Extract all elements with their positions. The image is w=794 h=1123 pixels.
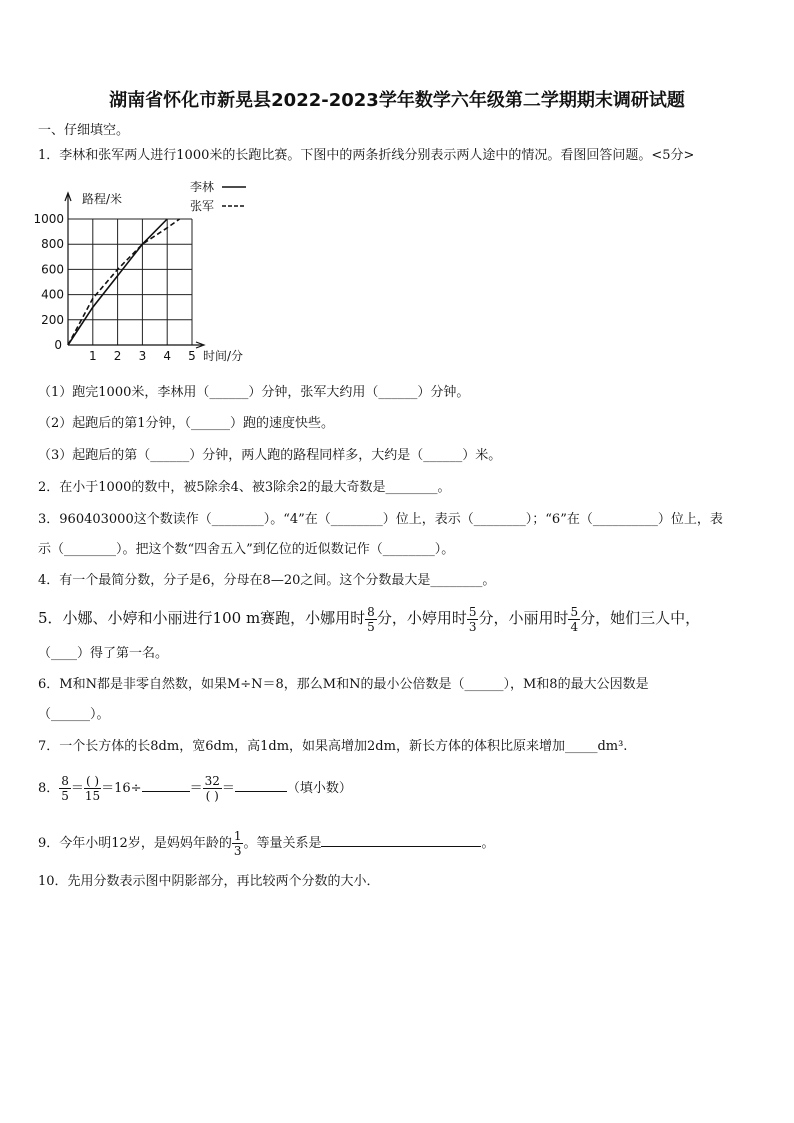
x-tick-label: 4 <box>163 349 172 363</box>
q5-fraction-3: $\frac{5}{4}$ <box>570 604 579 634</box>
legend-label-2: 张军 <box>190 199 215 213</box>
y-tick-label: 400 <box>41 287 64 302</box>
q5-fraction-2: $\frac{5}{3}$ <box>468 604 477 634</box>
question-9: 9．今年小明12岁，是妈妈年龄的 $\frac{1}{3}$ 。等量关系是 。 <box>38 829 495 858</box>
exam-title: 湖南省怀化市新晃县2022-2023学年数学六年级第二学期期末调研试题 <box>109 90 685 111</box>
y-tick-label: 800 <box>41 237 64 252</box>
question-6-line1: 6．M和N都是非零自然数，如果M÷N＝8，那么M和N的最小公倍数是（______），M和8的最大公因数是 <box>38 677 649 692</box>
q5-text-2: 分，小婷用时 <box>376 609 467 627</box>
question-8: 8． $\frac{8}{5}$ ＝ $\frac{( )}{15}$ ＝16÷ ＝ $\frac{32}{( )}$ ＝ （填小数） <box>38 774 352 803</box>
q8-fraction-2: $\frac{( )}{15}$ <box>84 774 101 803</box>
x-tick-label: 3 <box>138 349 147 363</box>
q9-blank <box>321 834 481 847</box>
y-axis-title: 路程/米 <box>82 192 123 206</box>
question-3-line1: 3．960403000这个数读作（________）。“4”在（________）位上，表示（________）；“6”在（__________）位上，表 <box>38 512 723 527</box>
question-1-1: （1）跑完1000米，李林用（______）分钟，张军大约用（______）分钟。 <box>38 385 470 400</box>
series-line-2 <box>68 219 180 345</box>
x-tick-label: 2 <box>113 349 122 363</box>
question-1: 1．李林和张军两人进行1000米的长跑比赛。下图中的两条折线分别表示两人途中的情况。看图回答问题。<5分> <box>38 148 695 163</box>
y-tick-label: 1000 <box>33 212 64 226</box>
question-4: 4．有一个最简分数，分子是6，分母在8—20之间。这个分数最大是________。 <box>38 573 496 588</box>
q8-blank-1 <box>142 779 190 792</box>
question-10: 10．先用分数表示图中阴影部分，再比较两个分数的大小． <box>38 874 380 889</box>
question-1-3: （3）起跑后的第（______）分钟，两人跑的路程同样多，大约是（______）米。 <box>38 448 502 463</box>
section-heading: 一、仔细填空。 <box>38 123 130 138</box>
distance-time-chart <box>30 175 260 375</box>
legend-label-1: 李林 <box>190 180 215 194</box>
q8-blank-2 <box>235 779 287 792</box>
question-3-line2: 示（________）。把这个数“四舍五入”到亿位的近似数记作（________）。 <box>38 542 455 557</box>
question-5-line2: （____）得了第一名。 <box>38 646 169 661</box>
q5-fraction-1: $\frac{8}{5}$ <box>367 604 375 634</box>
y-tick-label: 200 <box>41 312 64 327</box>
q8-fraction-3: $\frac{32}{( )}$ <box>204 774 220 803</box>
origin-label: 0 <box>54 338 62 352</box>
question-2: 2．在小于1000的数中，被5除余4、被3除余2的最大奇数是________。 <box>38 480 451 495</box>
x-tick-label: 5 <box>188 349 196 363</box>
q8-fraction-1: $\frac{8}{5}$ <box>61 774 69 803</box>
x-axis-title: 时间/分 <box>203 349 244 363</box>
question-1-2: （2）起跑后的第1分钟，（______）跑的速度快些。 <box>38 416 335 431</box>
q5-text-1: 5．小娜、小婷和小丽进行100 m赛跑，小娜用时 <box>38 609 366 627</box>
q5-text-4: 分，她们三人中， <box>580 609 701 627</box>
y-tick-label: 600 <box>41 262 64 277</box>
q9-fraction: $\frac{1}{3}$ <box>233 829 242 858</box>
q5-text-3: 分，小丽用时 <box>478 609 569 627</box>
x-tick-label: 1 <box>88 349 97 363</box>
question-5-line1 <box>38 601 768 635</box>
question-6-line2: （______）。 <box>38 707 110 722</box>
question-7: 7．一个长方体的长8dm，宽6dm，高1dm，如果高增加2dm，新长方体的体积比原来增加_____dm³. <box>38 739 628 754</box>
